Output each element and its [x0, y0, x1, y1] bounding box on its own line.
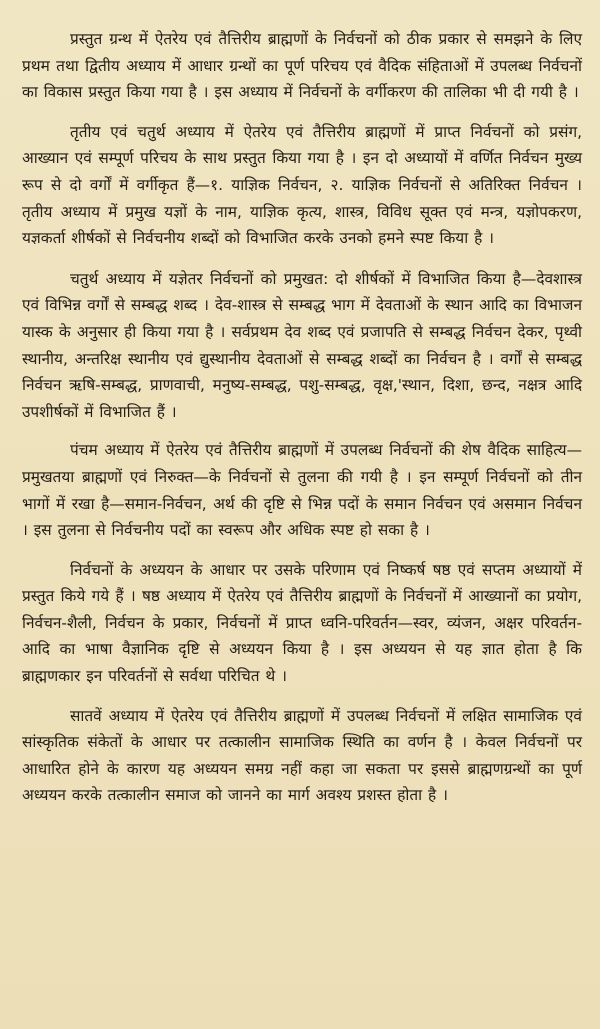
- paragraph-4: पंचम अध्याय में ऐतरेय एवं तैत्तिरीय ब्राह्मणों में उपलब्ध निर्वचनों की शेष वैदिक साहित्य—प्रमुखतया ब्राह्मणों एवं निरुक्त—के निर्वचनों से तुलना की गयी है । इन सम्पूर्ण निर्वचनों को तीन भागों में रखा है—समान-निर्वचन, अर्थ की दृष्टि से भिन्न पदों के समान निर्वचन एवं असमान निर्वचन । इस तुलना से निर्वचनीय पदों का स्वरूप और अधिक स्पष्ट हो सका है ।: [22, 441, 582, 540]
- paragraph-5: निर्वचनों के अध्ययन के आधार पर उसके परिणाम एवं निष्कर्ष षष्ठ एवं सप्तम अध्यायों में प्रस्तुत किये गये हैं । षष्ठ अध्याय में ऐतरेय एवं तैत्तिरीय ब्राह्मणों के निर्वचनों में आख्यानों का प्रयोग, निर्वचन-शैली, निर्वचन के प्रकार, निर्वचनों में प्राप्त ध्वनि-परिवर्तन—स्वर, व्यंजन, अक्षर परिवर्तन-आदि का भाषा वैज्ञानिक दृष्टि से अध्ययन किया है । इस अध्ययन से यह ज्ञात होता है कि ब्राह्मणकार इन परिवर्तनों से सर्वथा परिचित थे ।: [22, 560, 582, 686]
- paragraph-2: तृतीय एवं चतुर्थ अध्याय में ऐतरेय एवं तैत्तिरीय ब्राह्मणों में प्राप्त निर्वचनों को प्रसंग, आख्यान एवं सम्पूर्ण परिचय के साथ प्रस्तुत किया गया है । इन दो अध्यायों में वर्णित निर्वचन मुख्य रूप से दो वर्गों में वर्गीकृत हैं—१. याज्ञिक निर्वचन, २. याज्ञिक निर्वचनों से अतिरिक्त निर्वचन । तृतीय अध्याय में प्रमुख यज्ञों के नाम, याज्ञिक कृत्य, शास्त्र, विविध सूक्त एवं मन्त्र, यज्ञोपकरण, यज्ञकर्ता शीर्षकों से निर्वचनीय शब्दों को विभाजित करके उनको हमने स्पष्ट किया है ।: [22, 122, 582, 248]
- paragraph-3: चतुर्थ अध्याय में यज्ञेतर निर्वचनों को प्रमुखत: दो शीर्षकों में विभाजित किया है—देवशास्त्र एवं विभिन्न वर्गों से सम्बद्ध शब्द । देव-शास्त्र से सम्बद्ध भाग में देवताओं के स्थान आदि का विभाजन यास्क के अनुसार ही किया गया है । सर्वप्रथम देव शब्द एवं प्रजापति से सम्बद्ध निर्वचन देकर, पृथ्वी स्थानीय, अन्तरिक्ष स्थानीय एवं द्युस्थानीय देवताओं से सम्बद्ध शब्दों का निर्वचन है । वर्गों से सम्बद्ध निर्वचन ऋषि-सम्बद्ध, प्राणवाची, मनुष्य-सम्बद्ध, पशु-सम्बद्ध, वृक्ष,'स्थान, दिशा, छन्द, नक्षत्र आदि उपशीर्षकों में विभाजित हैं ।: [22, 269, 582, 421]
- paragraph-1: प्रस्तुत ग्रन्थ में ऐतरेय एवं तैत्तिरीय ब्राह्मणों के निर्वचनों को ठीक प्रकार से समझने के लिए प्रथम तथा द्वितीय अध्याय में आधार ग्रन्थों का पूर्ण परिचय एवं वैदिक संहिताओं में उपलब्ध निर्वचनों का विकास प्रस्तुत किया गया है । इस अध्याय में निर्वचनों के वर्गीकरण की तालिका भी दी गयी है ।: [22, 30, 582, 102]
- paragraph-6: सातवें अध्याय में ऐतरेय एवं तैत्तिरीय ब्राह्मणों में उपलब्ध निर्वचनों में लक्षित सामाजिक एवं सांस्कृतिक संकेतों के आधार पर तत्कालीन सामाजिक स्थिति का वर्णन है । केवल निर्वचनों पर आधारित होने के कारण यह अध्ययन समग्र नहीं कहा जा सकता पर इससे ब्राह्मणग्रन्थों का पूर्ण अध्ययन करके तत्कालीन समाज को जानने का मार्ग अवश्य प्रशस्त होता है ।: [22, 706, 582, 805]
